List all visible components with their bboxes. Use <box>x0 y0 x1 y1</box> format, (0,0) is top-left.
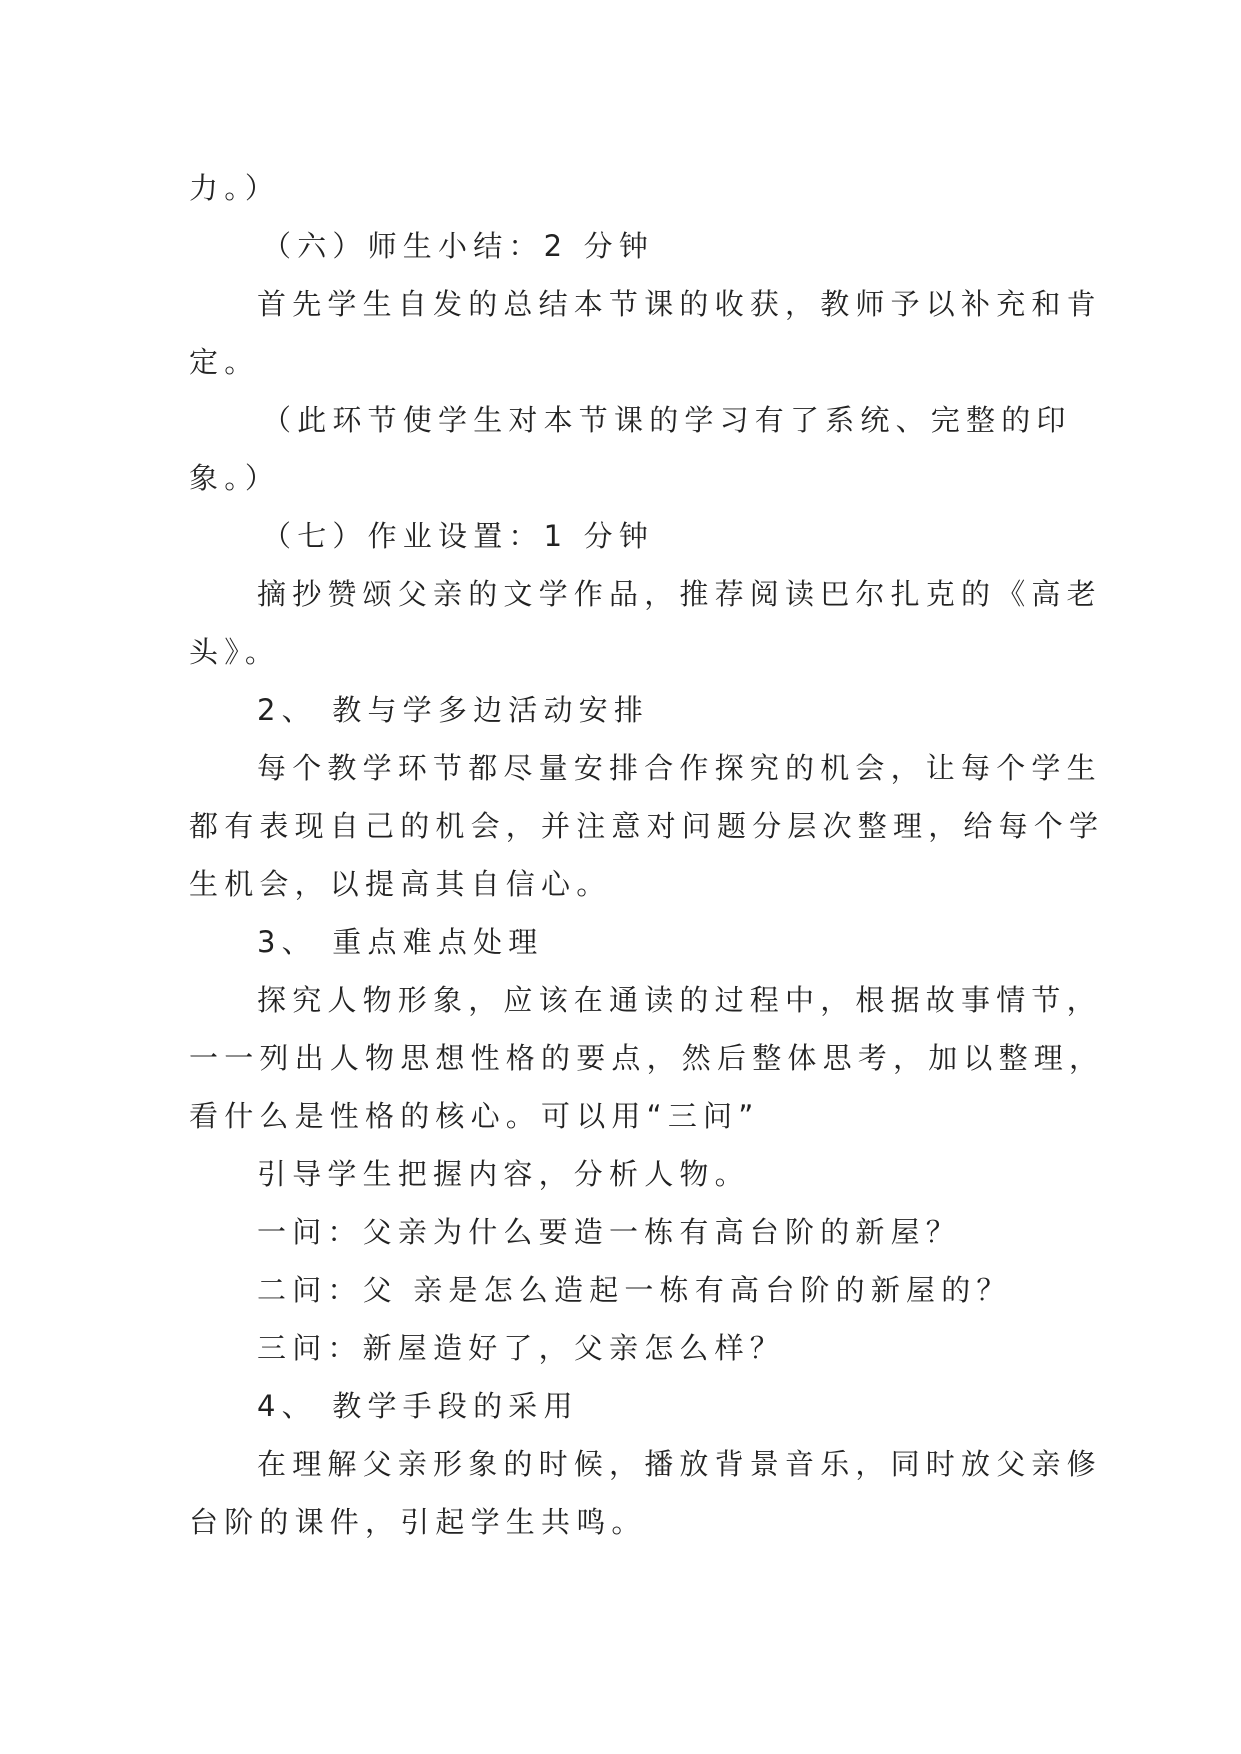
question-line: 一问：父亲为什么要造一栋有高台阶的新屋？ <box>257 1215 962 1249</box>
text-line: 都有表现自己的机会，并注意对问题分层次整理，给每个学 <box>189 809 1105 843</box>
text-line: （此环节使学生对本节课的学习有了系统、完整的印 <box>262 403 1072 437</box>
text-line: 摘抄赞颂父亲的文学作品，推荐阅读巴尔扎克的《高老 <box>257 577 1102 611</box>
text-line: 探究人物形象，应该在通读的过程中，根据故事情节， <box>257 983 1102 1017</box>
text-line: 首先学生自发的总结本节课的收获，教师予以补充和肯 <box>257 287 1102 321</box>
text-line: 引导学生把握内容，分析人物。 <box>257 1157 750 1191</box>
text-line: 看什么是性格的核心。可以用“三问” <box>189 1099 760 1133</box>
section-heading: 3、 重点难点处理 <box>257 925 544 959</box>
section-heading: （六）师生小结：2 分钟 <box>262 229 655 263</box>
text-line: 象。） <box>189 461 281 495</box>
text-line: 一一列出人物思想性格的要点，然后整体思考，加以整理， <box>189 1041 1105 1075</box>
text-line: 头》。 <box>189 635 281 669</box>
question-line: 三问：新屋造好了，父亲怎么样？ <box>257 1331 786 1365</box>
section-heading: 4、 教学手段的采用 <box>257 1389 579 1423</box>
question-line: 二问：父 亲是怎么造起一栋有高台阶的新屋的？ <box>257 1273 1012 1307</box>
text-line: 力。） <box>189 171 281 205</box>
text-line: 在理解父亲形象的时候，播放背景音乐，同时放父亲修 <box>257 1447 1102 1481</box>
text-line: 生机会，以提高其自信心。 <box>189 867 612 901</box>
section-heading: （七）作业设置：1 分钟 <box>262 519 655 553</box>
text-line: 台阶的课件，引起学生共鸣。 <box>189 1505 647 1539</box>
text-line: 定。 <box>189 345 260 379</box>
section-heading: 2、 教与学多边活动安排 <box>257 693 650 727</box>
text-line: 每个教学环节都尽量安排合作探究的机会，让每个学生 <box>257 751 1102 785</box>
